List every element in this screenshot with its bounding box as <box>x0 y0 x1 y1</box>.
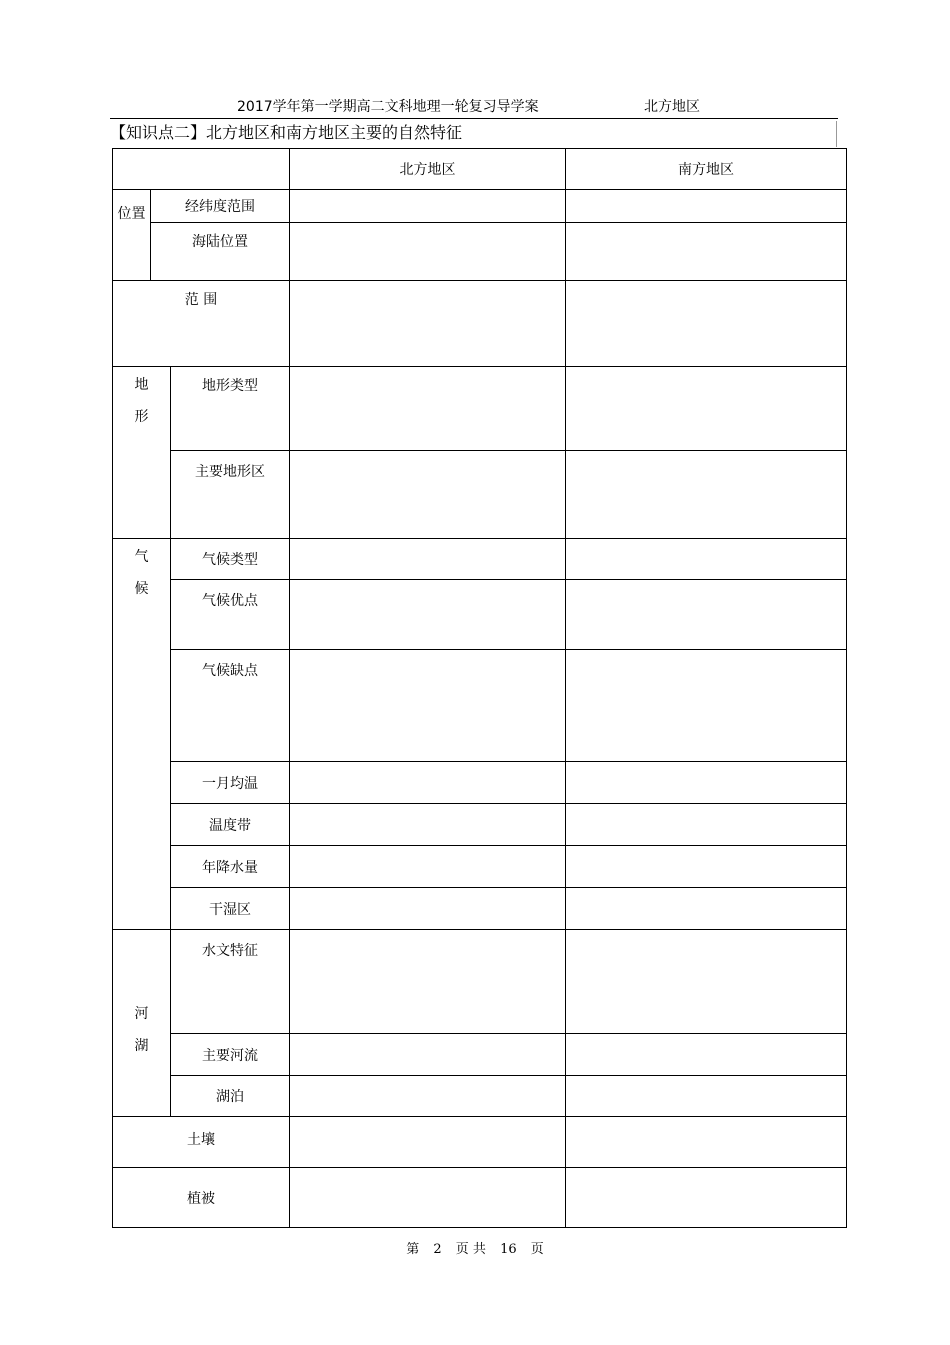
page-footer <box>0 1238 950 1257</box>
north-soil-cell[interactable] <box>290 1117 566 1168</box>
row-label-lakes: 湖泊 <box>171 1076 290 1117</box>
south-landform-type-cell[interactable] <box>566 367 847 451</box>
group-label-location: 位置 <box>113 190 151 281</box>
south-jan-temp-cell[interactable] <box>566 762 847 804</box>
page-header <box>110 94 838 118</box>
north-lat-lon-cell[interactable] <box>290 190 566 223</box>
row-label-temp-zone: 温度带 <box>171 804 290 846</box>
row-label-lat-lon: 经纬度范围 <box>151 190 290 223</box>
column-header-north: 北方地区 <box>290 149 566 190</box>
column-header-south: 南方地区 <box>566 149 847 190</box>
row-label-extent: 范 围 <box>113 281 290 367</box>
south-climate-type-cell[interactable] <box>566 539 847 580</box>
south-land-sea-cell[interactable] <box>566 223 847 281</box>
north-annual-precip-cell[interactable] <box>290 846 566 888</box>
group-label-climate: 气 候 <box>113 539 171 930</box>
north-climate-type-cell[interactable] <box>290 539 566 580</box>
row-label-climate-disadvantage: 气候缺点 <box>171 650 290 762</box>
table-row <box>113 762 847 804</box>
table-row <box>113 451 847 539</box>
row-label-dry-wet-zone: 干湿区 <box>171 888 290 930</box>
table-row <box>113 1034 847 1076</box>
south-soil-cell[interactable] <box>566 1117 847 1168</box>
south-hydrology-cell[interactable] <box>566 930 847 1034</box>
table-row <box>113 580 847 650</box>
row-label-climate-type: 气候类型 <box>171 539 290 580</box>
north-lakes-cell[interactable] <box>290 1076 566 1117</box>
comparison-table <box>112 148 847 1228</box>
group-label-rivers: 河 湖 <box>113 930 171 1117</box>
footer-prefix: 第 <box>406 1242 420 1257</box>
row-label-hydrology: 水文特征 <box>171 930 290 1034</box>
table-row <box>113 804 847 846</box>
row-label-vegetation: 植被 <box>113 1168 290 1228</box>
row-label-annual-precip: 年降水量 <box>171 846 290 888</box>
current-page-number: 2 <box>433 1242 442 1257</box>
table-row <box>113 1168 847 1228</box>
north-temp-zone-cell[interactable] <box>290 804 566 846</box>
table-row <box>113 650 847 762</box>
north-climate-disadvantage-cell[interactable] <box>290 650 566 762</box>
header-rule <box>110 118 838 119</box>
topic-title: 北方地区 <box>644 99 700 115</box>
row-label-main-rivers: 主要河流 <box>171 1034 290 1076</box>
row-label-soil: 土壤 <box>113 1117 290 1168</box>
south-main-landform-area-cell[interactable] <box>566 451 847 539</box>
south-climate-advantage-cell[interactable] <box>566 580 847 650</box>
south-vegetation-cell[interactable] <box>566 1168 847 1228</box>
table-row <box>113 1117 847 1168</box>
south-temp-zone-cell[interactable] <box>566 804 847 846</box>
south-dry-wet-zone-cell[interactable] <box>566 888 847 930</box>
table-row <box>113 846 847 888</box>
south-lat-lon-cell[interactable] <box>566 190 847 223</box>
row-label-landform-type: 地形类型 <box>171 367 290 451</box>
north-climate-advantage-cell[interactable] <box>290 580 566 650</box>
course-title: 2017学年第一学期高二文科地理一轮复习导学案 <box>237 99 539 115</box>
row-label-climate-advantage: 气候优点 <box>171 580 290 650</box>
south-extent-cell[interactable] <box>566 281 847 367</box>
table-row <box>113 539 847 580</box>
south-main-rivers-cell[interactable] <box>566 1034 847 1076</box>
row-label-main-landform-area: 主要地形区 <box>171 451 290 539</box>
south-climate-disadvantage-cell[interactable] <box>566 650 847 762</box>
row-label-jan-temp: 一月均温 <box>171 762 290 804</box>
table-row <box>113 888 847 930</box>
north-land-sea-cell[interactable] <box>290 223 566 281</box>
north-vegetation-cell[interactable] <box>290 1168 566 1228</box>
north-jan-temp-cell[interactable] <box>290 762 566 804</box>
north-dry-wet-zone-cell[interactable] <box>290 888 566 930</box>
footer-suffix: 页 <box>530 1242 544 1257</box>
table-row <box>113 930 847 1034</box>
table-row <box>113 1076 847 1117</box>
table-header-row <box>113 149 847 190</box>
corner-cell <box>113 149 290 190</box>
section-title: 【知识点二】北方地区和南方地区主要的自然特征 <box>110 121 837 147</box>
north-main-landform-area-cell[interactable] <box>290 451 566 539</box>
north-hydrology-cell[interactable] <box>290 930 566 1034</box>
south-annual-precip-cell[interactable] <box>566 846 847 888</box>
table-row <box>113 223 847 281</box>
total-page-count: 16 <box>500 1242 517 1257</box>
table-row <box>113 190 847 223</box>
north-landform-type-cell[interactable] <box>290 367 566 451</box>
group-label-landform: 地 形 <box>113 367 171 539</box>
table-row <box>113 281 847 367</box>
south-lakes-cell[interactable] <box>566 1076 847 1117</box>
north-extent-cell[interactable] <box>290 281 566 367</box>
north-main-rivers-cell[interactable] <box>290 1034 566 1076</box>
row-label-land-sea: 海陆位置 <box>151 223 290 281</box>
table-row <box>113 367 847 451</box>
footer-mid: 页 共 <box>455 1242 486 1257</box>
